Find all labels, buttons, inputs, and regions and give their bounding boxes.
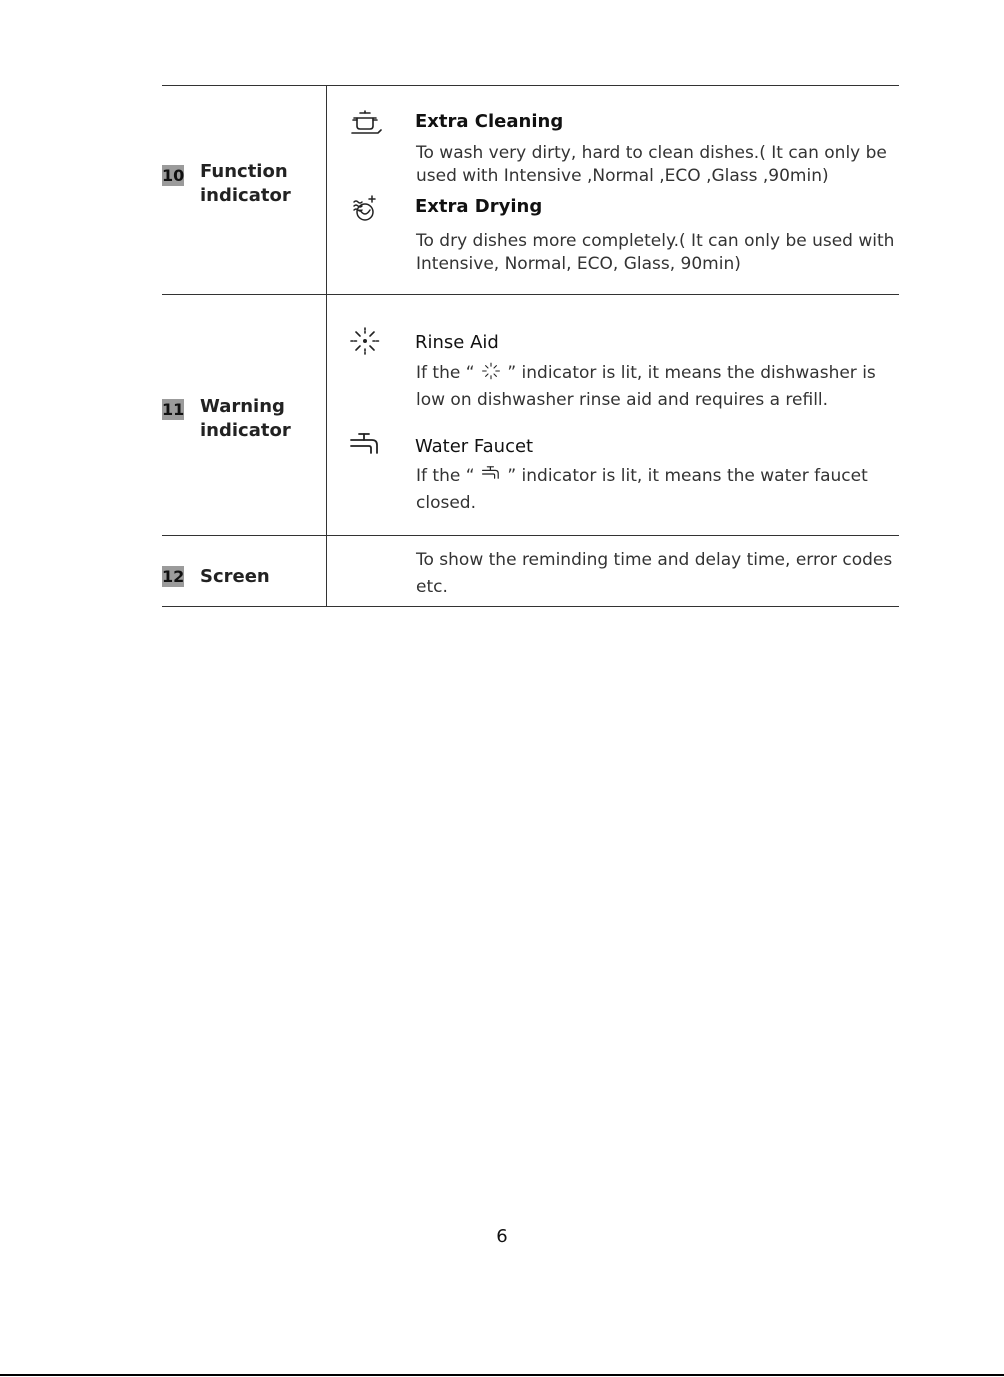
item-description: To show the reminding time and delay time, error codes etc. [416,550,893,597]
row-number-badge: 11 [162,400,185,419]
item-title: Rinse Aid [415,332,499,353]
table-rule [162,535,899,536]
row-label: Warning indicator [200,396,291,441]
faucet-icon [348,431,382,461]
rinse-aid-icon [480,362,502,380]
row-label: Function indicator [200,161,291,206]
table-column-divider [326,85,327,607]
table-rule-top [162,85,899,86]
rinse-aid-icon [348,326,382,356]
page-number: 6 [496,1226,508,1247]
page-bottom-rule [0,1374,1004,1376]
table-rule-bottom [162,606,899,607]
table-rule [162,294,899,295]
row-number-badge: 12 [162,567,185,586]
item-title: Extra Cleaning [415,111,564,132]
item-title: Water Faucet [415,436,534,457]
item-title: Extra Drying [415,196,543,217]
row-label: Screen [200,566,270,587]
faucet-icon [480,465,502,483]
item-description: To dry dishes more completely.( It can only be used with Intensive, Normal, ECO, Glass, 90min) [416,231,895,274]
item-description: If the “ ” indicator is lit, it means the water faucet closed. [416,466,868,513]
drying-icon [348,194,382,224]
pot-icon [348,108,382,138]
item-description: To wash very dirty, hard to clean dishes.( It can only be used with Intensive ,Normal ,ECO ,Glass ,90min) [416,143,887,186]
item-description: If the “ ” indicator is lit, it means the dishwasher is low on dishwasher rinse aid and requires a refill. [416,363,876,410]
row-number-badge: 10 [162,166,185,185]
